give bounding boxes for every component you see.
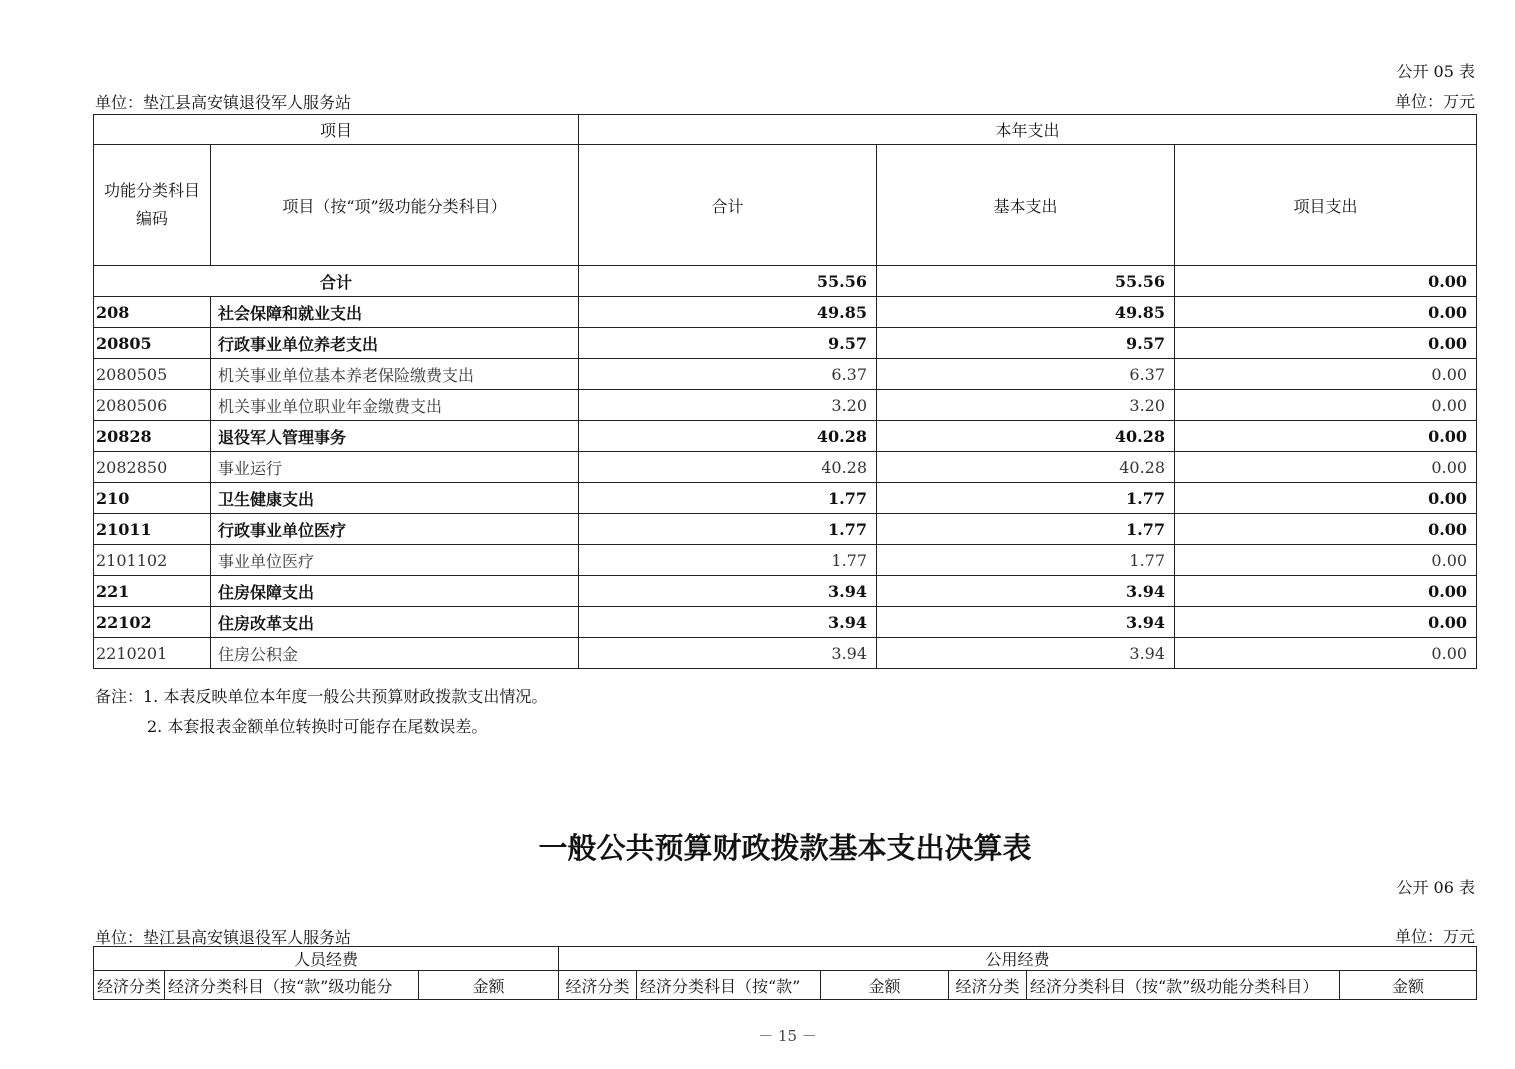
total-row-label: 合计 [94, 266, 579, 297]
col-econ-class-2: 经济分类 [559, 971, 637, 1000]
unit-currency-05: 单位：万元 [1394, 92, 1475, 111]
form-number-05: 公开 05 表 [1396, 62, 1475, 81]
row-code: 2210201 [94, 638, 211, 669]
row-name: 住房保障支出 [211, 576, 579, 607]
row-project: 0.00 [1175, 452, 1477, 483]
row-name: 事业运行 [211, 452, 579, 483]
row-basic: 6.37 [877, 359, 1175, 390]
row-total: 40.28 [579, 452, 877, 483]
row-code: 210 [94, 483, 211, 514]
header-expense-year: 本年支出 [579, 115, 1477, 145]
row-code: 221 [94, 576, 211, 607]
row-basic: 1.77 [877, 483, 1175, 514]
row-project: 0.00 [1175, 545, 1477, 576]
row-basic: 1.77 [877, 545, 1175, 576]
unit-currency-06: 单位：万元 [1394, 927, 1475, 946]
col-amount-2: 金额 [821, 971, 949, 1000]
header-project: 项目 [94, 115, 579, 145]
col-econ-subject-1: 经济分类科目（按“款”级功能分 [165, 971, 419, 1000]
col-econ-class-3: 经济分类 [949, 971, 1027, 1000]
table-row [94, 514, 1477, 545]
row-project: 0.00 [1175, 328, 1477, 359]
group-personnel: 人员经费 [94, 947, 559, 971]
row-code: 21011 [94, 514, 211, 545]
row-name: 社会保障和就业支出 [211, 297, 579, 328]
table-row [94, 452, 1477, 483]
row-total: 6.37 [579, 359, 877, 390]
header-code: 功能分类科目编码 [94, 145, 211, 266]
row-project: 0.00 [1175, 390, 1477, 421]
row-code: 2101102 [94, 545, 211, 576]
basic-expenditure-table-06 [93, 946, 1477, 1000]
row-total: 3.94 [579, 638, 877, 669]
row-basic: 40.28 [877, 452, 1175, 483]
row-total: 1.77 [579, 545, 877, 576]
row-total: 1.77 [579, 483, 877, 514]
row-project: 0.00 [1175, 421, 1477, 452]
row-name: 住房改革支出 [211, 607, 579, 638]
row-name: 行政事业单位养老支出 [211, 328, 579, 359]
row-total: 49.85 [579, 297, 877, 328]
row-project: 0.00 [1175, 514, 1477, 545]
table-row [94, 390, 1477, 421]
row-code: 2080506 [94, 390, 211, 421]
table-row [94, 638, 1477, 669]
row-basic: 49.85 [877, 297, 1175, 328]
unit-name-05: 单位：垫江县高安镇退役军人服务站 [95, 93, 352, 112]
col-amount-1: 金额 [419, 971, 559, 1000]
row-name: 机关事业单位基本养老保险缴费支出 [211, 359, 579, 390]
unit-name-06: 单位：垫江县高安镇退役军人服务站 [95, 928, 352, 947]
row-name: 事业单位医疗 [211, 545, 579, 576]
row-code: 20828 [94, 421, 211, 452]
col-econ-subject-3: 经济分类科目（按“款”级功能分类科目） [1027, 971, 1340, 1000]
note-2: 2. 本套报表金额单位转换时可能存在尾数误差。 [147, 717, 488, 736]
row-name: 行政事业单位医疗 [211, 514, 579, 545]
col-econ-subject-2: 经济分类科目（按“款” [637, 971, 821, 1000]
row-project: 0.00 [1175, 297, 1477, 328]
note-1: 备注：1. 本表反映单位本年度一般公共预算财政拨款支出情况。 [95, 687, 548, 706]
total-row-basic: 55.56 [877, 266, 1175, 297]
row-name: 退役军人管理事务 [211, 421, 579, 452]
form-number-06: 公开 06 表 [1396, 878, 1475, 897]
row-code: 22102 [94, 607, 211, 638]
row-total: 9.57 [579, 328, 877, 359]
row-basic: 1.77 [877, 514, 1175, 545]
col-econ-class-1: 经济分类 [94, 971, 165, 1000]
row-project: 0.00 [1175, 576, 1477, 607]
table-row [94, 545, 1477, 576]
row-name: 机关事业单位职业年金缴费支出 [211, 390, 579, 421]
row-code: 2082850 [94, 452, 211, 483]
table-06-title: 一般公共预算财政拨款基本支出决算表 [538, 831, 1032, 865]
group-public: 公用经费 [559, 947, 1477, 971]
row-basic: 40.28 [877, 421, 1175, 452]
header-item: 项目（按“项”级功能分类科目） [211, 145, 579, 266]
row-project: 0.00 [1175, 359, 1477, 390]
row-basic: 9.57 [877, 328, 1175, 359]
table-row [94, 421, 1477, 452]
row-total: 3.20 [579, 390, 877, 421]
row-total: 3.94 [579, 576, 877, 607]
table-row [94, 483, 1477, 514]
row-basic: 3.20 [877, 390, 1175, 421]
table-row [94, 359, 1477, 390]
col-amount-3: 金额 [1340, 971, 1477, 1000]
table-row [94, 297, 1477, 328]
row-name: 卫生健康支出 [211, 483, 579, 514]
row-total: 1.77 [579, 514, 877, 545]
header-basic: 基本支出 [877, 145, 1175, 266]
row-basic: 3.94 [877, 576, 1175, 607]
page-number: － 15 － [758, 1027, 817, 1045]
row-total: 3.94 [579, 607, 877, 638]
row-project: 0.00 [1175, 607, 1477, 638]
row-name: 住房公积金 [211, 638, 579, 669]
row-code: 20805 [94, 328, 211, 359]
header-project-expense: 项目支出 [1175, 145, 1477, 266]
table-row [94, 328, 1477, 359]
total-row-total: 55.56 [579, 266, 877, 297]
row-total: 40.28 [579, 421, 877, 452]
expenditure-table-05 [93, 114, 1477, 669]
row-code: 208 [94, 297, 211, 328]
header-total: 合计 [579, 145, 877, 266]
row-code: 2080505 [94, 359, 211, 390]
row-basic: 3.94 [877, 607, 1175, 638]
table-row [94, 576, 1477, 607]
total-row-project: 0.00 [1175, 266, 1477, 297]
row-project: 0.00 [1175, 638, 1477, 669]
row-project: 0.00 [1175, 483, 1477, 514]
table-row [94, 607, 1477, 638]
row-basic: 3.94 [877, 638, 1175, 669]
